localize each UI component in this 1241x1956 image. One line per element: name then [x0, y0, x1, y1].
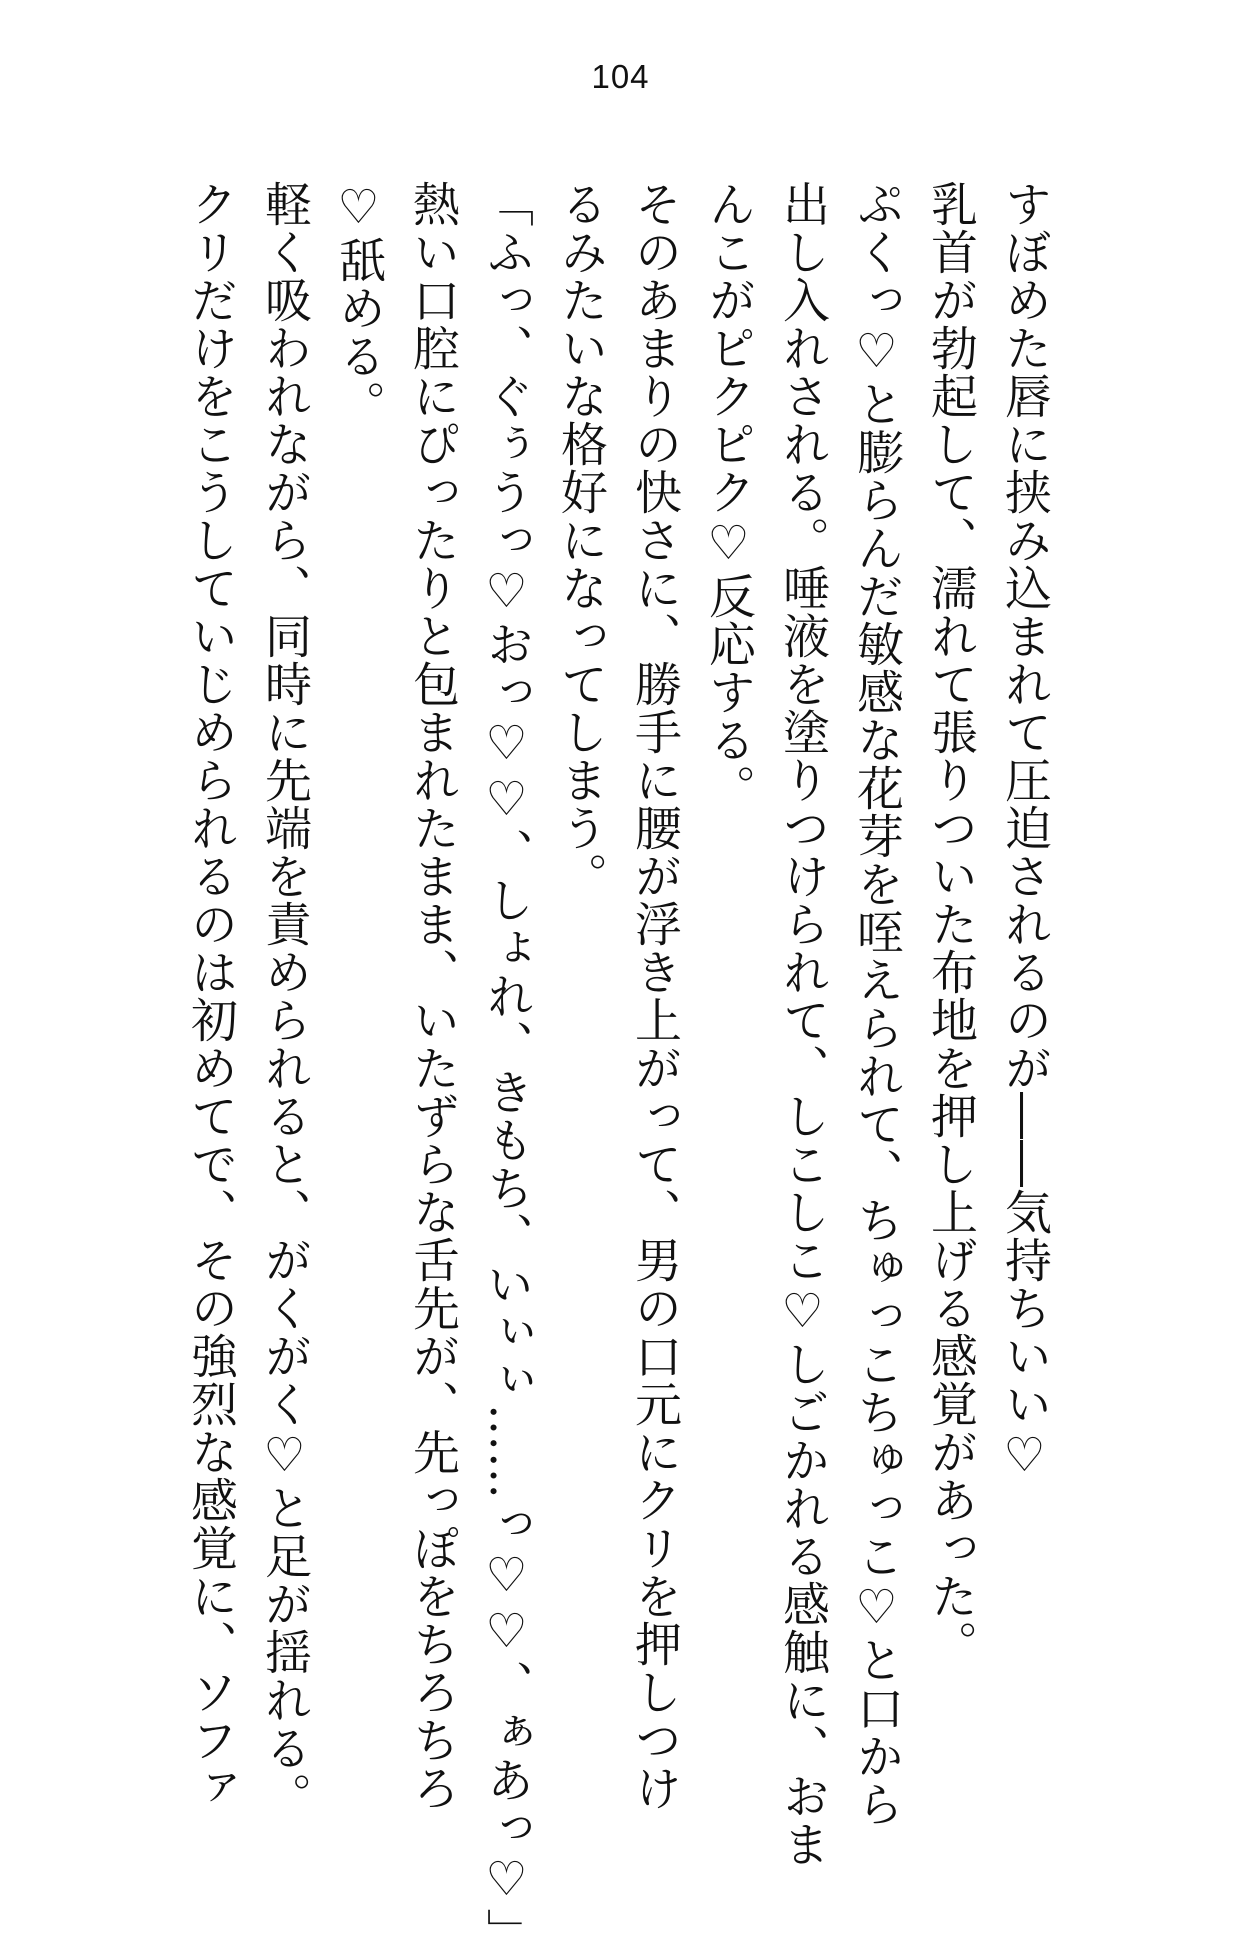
text-line-7: るみたいな格好になってしまう。: [553, 180, 608, 900]
vertical-text-body: [173, 180, 1061, 1956]
text-line-10: ♡舐める。: [331, 180, 386, 428]
text-line-4: 出し入れされる。唾液を塗りつけられて、しこしこ♡しごかれる感触に、おま: [775, 180, 830, 1868]
text-line-12: クリだけをこうしていじめられるのは初めてで、その強烈な感覚に、ソファ: [183, 180, 238, 1812]
text-line-9: 熱い口腔にぴったりと包まれたまま、いたずらな舌先が、先っぽをちろちろ: [405, 180, 460, 1812]
text-line-11: 軽く吸われながら、同時に先端を責められると、がくがく♡と足が揺れる。: [257, 180, 312, 1820]
text-line-6: そのあまりの快さに、勝手に腰が浮き上がって、男の口元にクリを押しつけ: [627, 180, 682, 1812]
text-line-3: ぷくっ♡と膨らんだ敏感な花芽を咥えられて、ちゅっこちゅっこ♡と口から: [849, 180, 904, 1828]
text-line-8: 「ふっ、ぐぅうっ♡おっ♡♡、しょれ、きもち、いぃぃ……っ♡♡、ぁあっ♡」: [479, 180, 534, 1956]
text-line-2: 乳首が勃起して、濡れて張りついた布地を押し上げる感覚があった。: [923, 180, 978, 1668]
text-line-1: すぼめた唇に挟み込まれて圧迫されるのが――気持ちいい♡: [997, 180, 1052, 1484]
page-number: 104: [591, 58, 650, 95]
text-line-5: んこがピクピク♡反応する。: [701, 180, 756, 812]
